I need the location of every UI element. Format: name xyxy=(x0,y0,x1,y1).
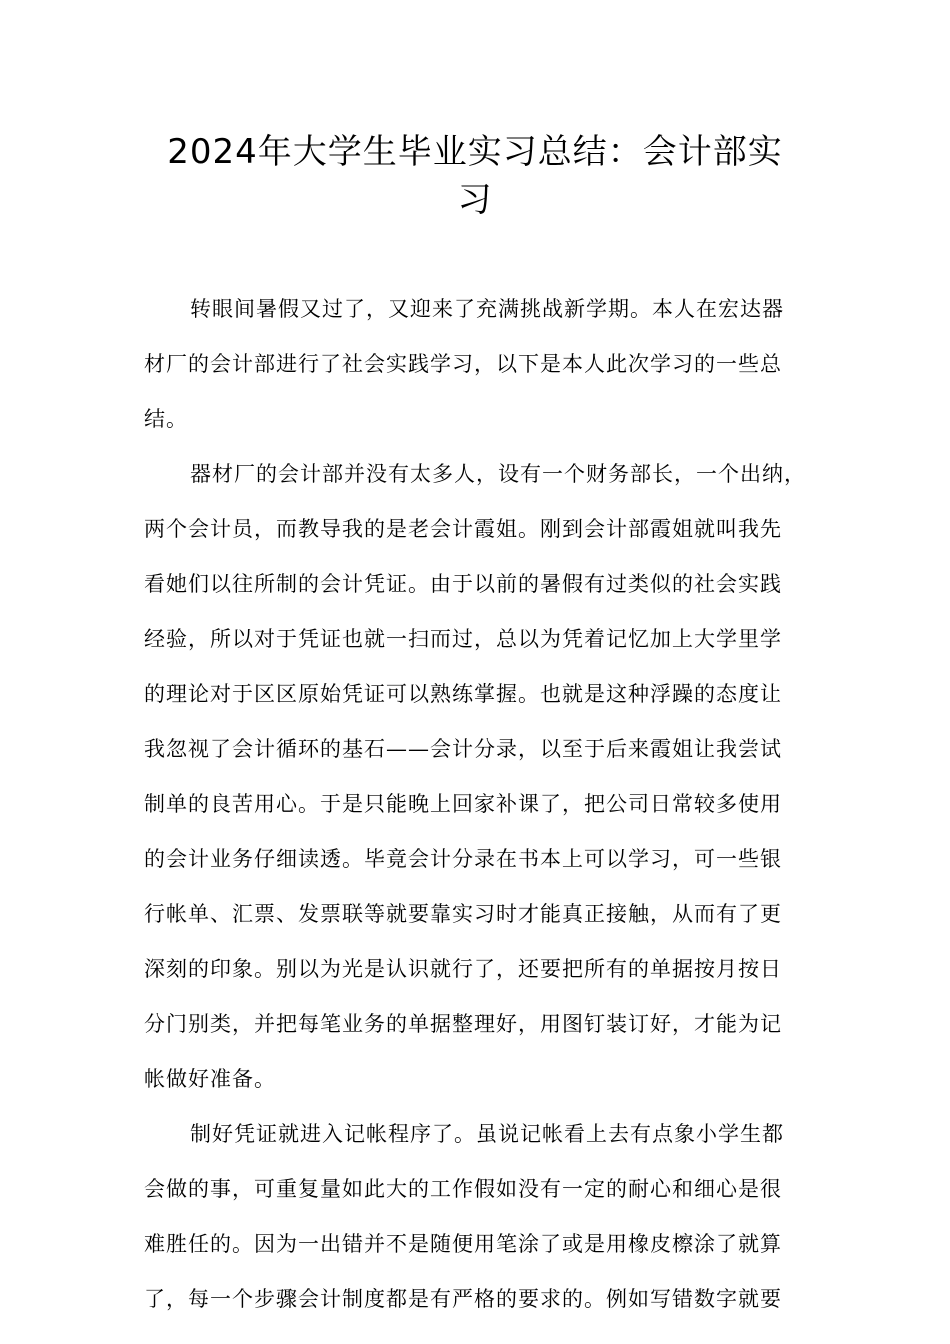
text-line: 了，每一个步骤会计制度都是有严格的要求的。例如写错数字就要 xyxy=(144,1287,782,1311)
text-line: 材厂的会计部进行了社会实践学习，以下是本人此次学习的一些总 xyxy=(144,352,782,376)
title-line-2: 习 xyxy=(457,180,493,220)
text-line: 结。 xyxy=(144,407,188,431)
text-line: 帐做好准备。 xyxy=(144,1067,276,1091)
text-line: 器材厂的会计部并没有太多人，设有一个财务部长，一个出纳， xyxy=(190,462,806,486)
document-title xyxy=(120,128,830,224)
text-line: 转眼间暑假又过了，又迎来了充满挑战新学期。本人在宏达器 xyxy=(190,297,784,321)
text-line: 的会计业务仔细读透。毕竟会计分录在书本上可以学习，可一些银 xyxy=(144,847,782,871)
text-line: 难胜任的。因为一出错并不是随便用笔涂了或是用橡皮檫涂了就算 xyxy=(144,1232,782,1256)
text-line: 我忽视了会计循环的基石——会计分录，以至于后来霞姐让我尝试 xyxy=(144,737,782,761)
text-line: 制好凭证就进入记帐程序了。虽说记帐看上去有点象小学生都 xyxy=(190,1122,784,1146)
text-line: 会做的事，可重复量如此大的工作假如没有一定的耐心和细心是很 xyxy=(144,1177,782,1201)
text-line: 两个会计员，而教导我的是老会计霞姐。刚到会计部霞姐就叫我先 xyxy=(144,517,782,541)
document-body xyxy=(144,282,808,1327)
text-line: 经验，所以对于凭证也就一扫而过，总以为凭着记忆加上大学里学 xyxy=(144,627,782,651)
title-line-1: 2024年大学生毕业实习总结：会计部实 xyxy=(167,132,783,172)
text-line: 的理论对于区区原始凭证可以熟练掌握。也就是这种浮躁的态度让 xyxy=(144,682,782,706)
text-line: 制单的良苦用心。于是只能晚上回家补课了，把公司日常较多使用 xyxy=(144,792,782,816)
text-line: 行帐单、汇票、发票联等就要靠实习时才能真正接触，从而有了更 xyxy=(144,902,782,926)
text-line: 深刻的印象。别以为光是认识就行了，还要把所有的单据按月按日 xyxy=(144,957,782,981)
text-line: 看她们以往所制的会计凭证。由于以前的暑假有过类似的社会实践 xyxy=(144,572,782,596)
text-line: 分门别类，并把每笔业务的单据整理好，用图钉装订好，才能为记 xyxy=(144,1012,782,1036)
